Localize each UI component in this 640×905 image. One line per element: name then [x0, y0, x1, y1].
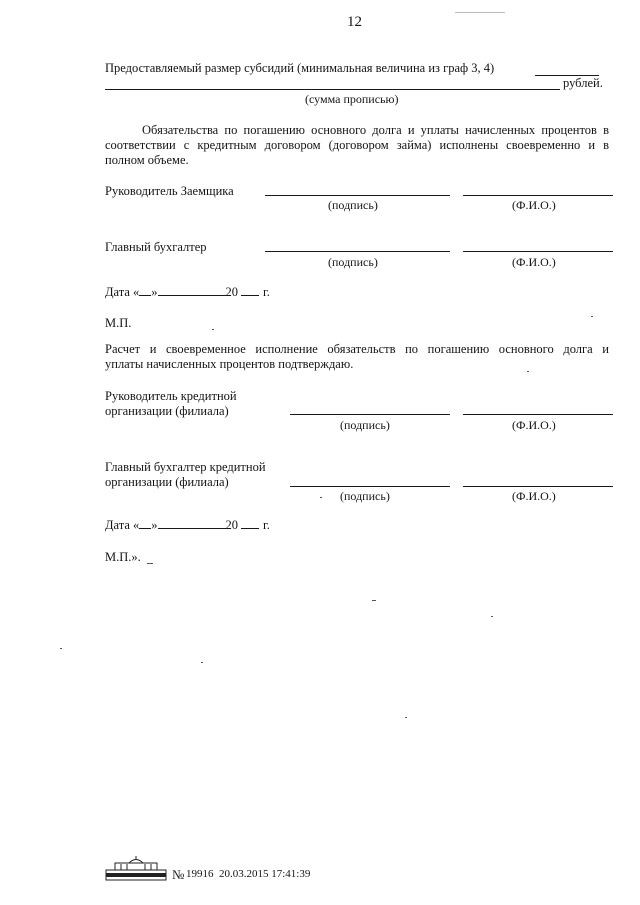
date-line-2 — [105, 518, 270, 533]
date-prefix: Дата « — [105, 285, 140, 299]
confirmation-line-1: Расчет и своевременное исполнение обязательств по погашению основного долга и — [105, 342, 609, 356]
borrower-head-title: Руководитель Заемщика — [105, 184, 234, 198]
borrower-accountant-name-caption: (Ф.И.О.) — [512, 255, 556, 269]
footer-doc-number: 19916 — [186, 868, 214, 880]
page-number: 12 — [347, 14, 362, 30]
scan-speck — [320, 497, 322, 498]
scan-speck — [405, 717, 407, 718]
bank-accountant-title-1: Главный бухгалтер кредитной — [105, 460, 266, 474]
date-mid: » — [151, 285, 158, 299]
borrower-accountant-signature-line — [265, 251, 450, 252]
date-year: 20 — [225, 285, 239, 299]
footer-datetime: 20.03.2015 17:41:39 — [219, 868, 311, 880]
scan-speck — [201, 662, 203, 663]
subsidy-words-line — [105, 89, 560, 90]
subsidy-caption: (сумма прописью) — [305, 92, 399, 106]
obligation-line-3: полном объеме. — [105, 153, 189, 167]
bank-head-title-1: Руководитель кредитной — [105, 389, 237, 403]
borrower-accountant-title: Главный бухгалтер — [105, 240, 207, 254]
scan-speck — [212, 329, 214, 330]
date2-prefix: Дата « — [105, 518, 140, 532]
bank-head-signature-line — [290, 414, 450, 415]
bank-head-sign-caption: (подпись) — [340, 418, 390, 432]
subsidy-currency: рублей. — [563, 76, 603, 90]
scan-speck — [491, 616, 493, 617]
bank-accountant-signature-line — [290, 486, 450, 487]
borrower-head-name-caption: (Ф.И.О.) — [512, 198, 556, 212]
confirmation-line-2: уплаты начисленных процентов подтверждаю. — [105, 357, 354, 371]
obligation-line-2: соответствии с кредитным договором (договором займа) исполнены своевременно и в — [105, 138, 609, 152]
bank-accountant-sign-caption: (подпись) — [340, 489, 390, 503]
registration-mark-icon: № — [172, 867, 185, 882]
date2-suffix: г. — [263, 518, 270, 532]
bank-head-title-2: организации (филиала) — [105, 404, 229, 418]
borrower-head-signature-line — [265, 195, 450, 196]
borrower-head-sign-caption: (подпись) — [328, 198, 378, 212]
bank-accountant-title-2: организации (филиала) — [105, 475, 229, 489]
bank-head-name-line — [463, 414, 613, 415]
scan-speck — [60, 648, 62, 649]
scan-speck — [455, 12, 505, 13]
bank-head-name-caption: (Ф.И.О.) — [512, 418, 556, 432]
scan-speck — [372, 600, 376, 601]
date-suffix: г. — [263, 285, 270, 299]
building-stamp-icon — [105, 855, 167, 881]
obligation-line-1: Обязательства по погашению основного долга и уплаты начисленных процентов в — [142, 123, 609, 137]
borrower-accountant-sign-caption: (подпись) — [328, 255, 378, 269]
bank-accountant-name-line — [463, 486, 613, 487]
scan-speck — [147, 563, 153, 564]
date2-year: 20 — [225, 518, 239, 532]
subsidy-label: Предоставляемый размер субсидий (минимальная величина из граф 3, 4) — [105, 61, 495, 75]
stamp-label-end: М.П.». — [105, 550, 141, 564]
borrower-head-name-line — [463, 195, 613, 196]
scan-speck — [527, 371, 529, 372]
stamp-label: М.П. — [105, 316, 132, 330]
date2-mid: » — [151, 518, 158, 532]
date-line-1 — [105, 285, 270, 300]
borrower-accountant-name-line — [463, 251, 613, 252]
scan-speck — [591, 316, 593, 317]
bank-accountant-name-caption: (Ф.И.О.) — [512, 489, 556, 503]
